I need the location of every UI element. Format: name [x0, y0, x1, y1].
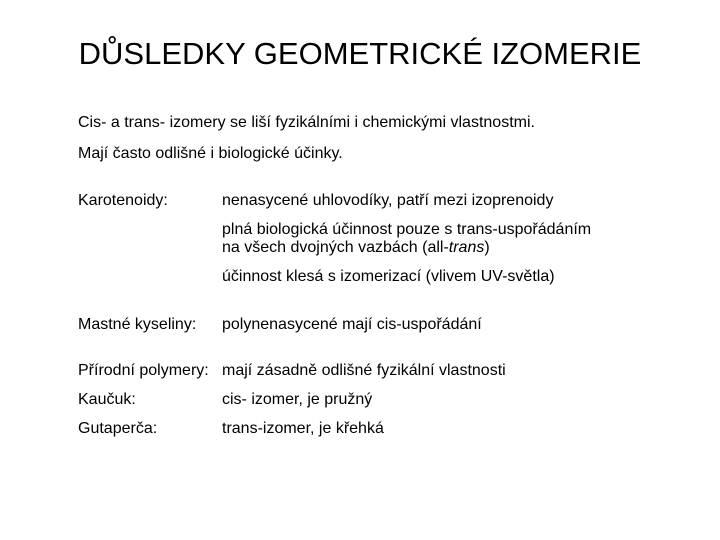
karotenoidy-point-1: nenasycené uhlovodíky, patří mezi izoprenoidy — [222, 192, 554, 209]
gutaperca-value: trans-izomer, je křehká — [222, 420, 384, 437]
karotenoidy-point-2-line-2 — [222, 239, 591, 257]
intro-line-1: Cis- a trans- izomery se liší fyzikálními i chemickými vlastnostmi. — [78, 114, 535, 131]
kaucuk-value: cis- izomer, je pružný — [222, 391, 373, 408]
prirodni-polymery-value: mají zásadně odlišné fyzikální vlastnosti — [222, 362, 506, 379]
karotenoidy-point-3: účinnost klesá s izomerizací (vlivem UV-světla) — [222, 268, 555, 285]
slide-title: DŮSLEDKY GEOMETRICKÉ IZOMERIE — [78, 36, 642, 71]
karotenoidy-point-2-italic: trans — [448, 239, 485, 256]
mastne-kyseliny-label: Mastné kyseliny: — [78, 316, 197, 333]
intro-line-2: Mají často odlišné i biologické účinky. — [78, 145, 343, 162]
karotenoidy-point-2-line-1: plná biologická účinnost pouze s trans-uspořádáním — [222, 221, 592, 238]
karotenoidy-point-2-suffix: ) — [484, 239, 490, 256]
kaucuk-label: Kaučuk: — [78, 391, 136, 408]
gutaperca-label: Gutaperča: — [78, 420, 158, 437]
karotenoidy-point-2-prefix: na všech dvojných vazbách (all- — [222, 239, 449, 256]
karotenoidy-label: Karotenoidy: — [78, 192, 168, 209]
prirodni-polymery-label: Přírodní polymery: — [78, 362, 209, 379]
mastne-kyseliny-value: polynenasycené mají cis-uspořádání — [222, 316, 482, 333]
karotenoidy-point-2 — [222, 221, 591, 257]
